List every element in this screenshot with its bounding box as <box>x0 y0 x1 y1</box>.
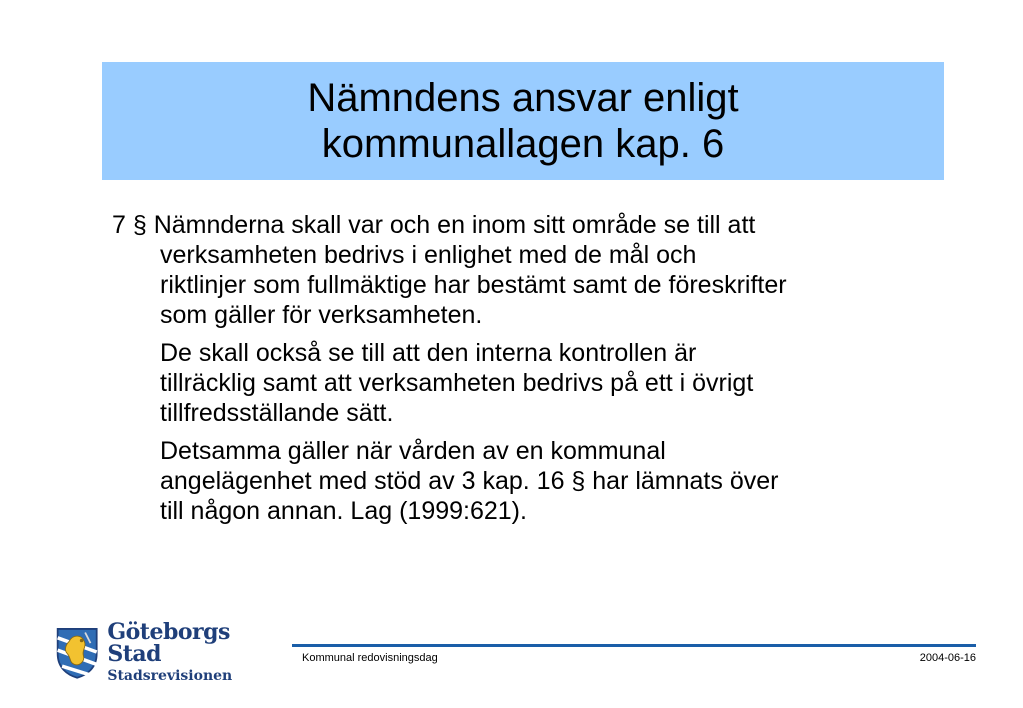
logo-name: Göteborgs Stad <box>107 619 230 667</box>
paragraph-line: till någon annan. Lag (1999:621). <box>160 497 527 525</box>
paragraph-line: tillfredsställande sätt. <box>160 399 394 427</box>
paragraph-3 <box>112 436 992 526</box>
footer-divider <box>292 644 976 647</box>
paragraph-line: tillräcklig samt att verksamheten bedrivs på ett i övrigt <box>160 369 754 397</box>
paragraph-line: riktlinjer som fullmäktige har bestämt samt de föreskrifter <box>160 271 787 299</box>
footer-event: Kommunal redovisningsdag <box>302 652 438 664</box>
paragraph-line: som gäller för verksamheten. <box>160 301 483 329</box>
paragraph-line: De skall också se till att den interna kontrollen är <box>160 339 697 367</box>
coat-of-arms-icon <box>55 622 99 682</box>
goteborgs-stad-logo <box>55 621 270 683</box>
paragraph-line: angelägenhet med stöd av 3 kap. 16 § har lämnats över <box>160 467 779 495</box>
logo-subtitle: Stadsrevisionen <box>107 668 233 684</box>
slide-title-line-2: kommunallagen kap. 6 <box>321 122 725 166</box>
footer-date: 2004-06-16 <box>919 652 976 664</box>
paragraph-line: verksamheten bedrivs i enlighet med de mål och <box>160 241 697 269</box>
logo-text <box>107 621 270 683</box>
slide-title-line-1: Nämndens ansvar enligt <box>307 76 739 120</box>
paragraph-line: Detsamma gäller när vården av en kommunal <box>160 437 666 465</box>
paragraph-1 <box>112 210 992 330</box>
slide-title-box <box>102 62 944 180</box>
slide-body <box>112 210 992 534</box>
paragraph-line: 7 § Nämnderna skall var och en inom sitt område se till att <box>112 211 756 239</box>
paragraph-2 <box>112 338 992 428</box>
